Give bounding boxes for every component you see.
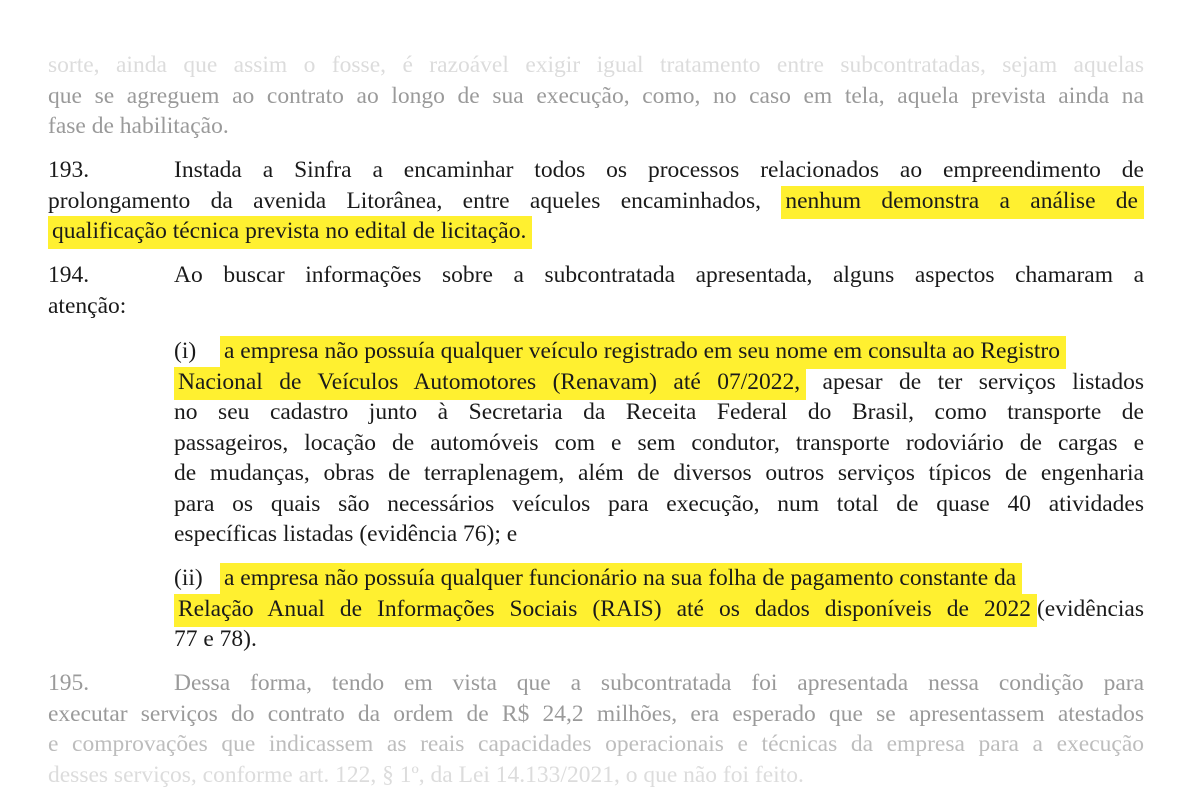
- item-label: (ii): [174, 565, 203, 591]
- paragraph-text: Instada a Sinfra a encaminhar todos os processos relacionados ao empreendimento de: [174, 157, 1144, 183]
- intro-line: que se agreguem ao contrato ao longo de sua execução, como, no caso em tela, aquela prevista ainda na: [48, 82, 1144, 109]
- paragraph-text: atenção:: [48, 292, 127, 319]
- paragraph-number: 195.: [48, 670, 90, 696]
- paragraph-text: e comprovações que indicassem as reais capacidades operacionais e técnicas da empresa para a execução: [48, 731, 1144, 757]
- item-text: apesar de ter serviços listados: [822, 368, 1145, 395]
- intro-line: fase de habilitação.: [48, 113, 229, 139]
- paragraph-number: 194.: [48, 262, 90, 288]
- paragraph-193: [48, 155, 1144, 247]
- item-text: para os quais são necessários veículos para execução, num total de quase 40 atividades: [174, 490, 1144, 517]
- highlighted-text: Nacional de Veículos Automotores (Renavam) até 07/2022,: [174, 367, 806, 400]
- item-text: específicas listadas (evidência 76); e: [174, 521, 518, 547]
- highlighted-text: nenhum demonstra a análise de: [781, 186, 1144, 219]
- paragraph-text: prolongamento da avenida Litorânea, entre aqueles encaminhados,: [48, 187, 761, 214]
- item-text: passageiros, locação de automóveis com e sem condutor, transporte rodoviário de cargas e: [174, 429, 1144, 456]
- highlighted-text: Relação Anual de Informações Sociais (RAIS) até os dados disponíveis de 2022: [174, 594, 1037, 627]
- paragraph-text: Dessa forma, tendo em vista que a subcontratada foi apresentada nessa condição para: [174, 670, 1144, 696]
- highlighted-text: qualificação técnica prevista no edital de licitação.: [48, 216, 532, 249]
- item-text: 77 e 78).: [174, 626, 257, 652]
- paragraph-text: Ao buscar informações sobre a subcontratada apresentada, alguns aspectos chamaram a: [174, 262, 1144, 288]
- item-text: no seu cadastro junto à Secretaria da Receita Federal do Brasil, como transporte de: [174, 399, 1144, 425]
- list-item-ii: [174, 563, 1144, 655]
- paragraph-text: desses serviços, conforme art. 122, § 1º, da Lei 14.133/2021, o que não foi feito.: [48, 761, 804, 788]
- paragraph-text: executar serviços do contrato da ordem de R$ 24,2 milhões, era esperado que se apresentassem atestados: [48, 700, 1144, 727]
- paragraph-195: [48, 668, 1144, 790]
- item-label: (i): [174, 338, 197, 364]
- highlighted-text: a empresa não possuía qualquer funcionário na sua folha de pagamento constante da: [220, 563, 1022, 596]
- highlighted-text: a empresa não possuía qualquer veículo registrado em seu nome em consulta ao Registro: [220, 336, 1066, 369]
- paragraph-number: 193.: [48, 157, 90, 183]
- intro-line: sorte, ainda que assim o fosse, é razoável exigir igual tratamento entre subcontratadas, sejam aquelas: [48, 52, 1144, 78]
- list-item-i: [174, 336, 1144, 550]
- intro-paragraph: [48, 50, 1144, 142]
- item-text: (evidências: [1036, 595, 1144, 622]
- paragraph-194: [48, 260, 1144, 321]
- item-text: de mudanças, obras de terraplenagem, além de diversos outros serviços típicos de engenharia: [174, 460, 1144, 486]
